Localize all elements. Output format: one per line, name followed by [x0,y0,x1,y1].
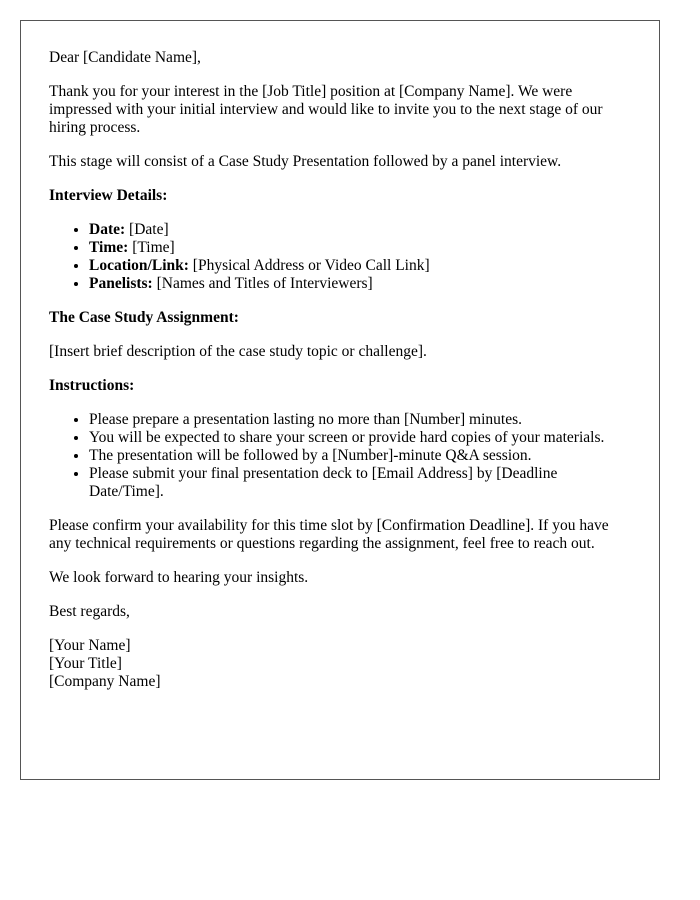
details-heading-text: Interview Details: [49,187,168,204]
instruction-item: • The presentation will be followed by a [Number]-minute Q&A session. [89,447,631,465]
instruction-item: • Please submit your final presentation deck to [Email Address] by [Deadline Date/Time]. [89,465,631,501]
intro-paragraph: Thank you for your interest in the [Job Title] position at [Company Name]. We were impressed with your initial interview and would like to invite you to the next stage of our hiring process. [49,83,603,136]
detail-label: Time: [89,239,129,256]
instructions-list [49,411,631,501]
stage-paragraph: This stage will consist of a Case Study Presentation followed by a panel interview. [49,153,562,170]
instruction-item: • Please prepare a presentation lasting no more than [Number] minutes. [89,411,631,429]
case-heading [49,309,631,327]
signature-name: [Your Name] [49,637,131,654]
salutation: Dear [Candidate Name], [49,49,201,66]
detail-item-location [89,257,631,275]
signature-company: [Company Name] [49,673,161,690]
detail-value: [Physical Address or Video Call Link] [188,257,430,274]
detail-value: [Date] [125,221,169,238]
instructions-heading-text: Instructions: [49,377,135,394]
detail-item-date [89,221,631,239]
sign-off: Best regards, [49,603,130,620]
details-heading [49,187,631,205]
instruction-item: • You will be expected to share your screen or provide hard copies of your materials. [89,429,631,447]
letter-page [20,20,660,780]
details-list [49,221,631,293]
detail-value: [Time] [128,239,175,256]
detail-item-time [89,239,631,257]
case-description: [Insert brief description of the case study topic or challenge]. [49,343,427,360]
instructions-heading [49,377,631,395]
confirm-paragraph: Please confirm your availability for this time slot by [Confirmation Deadline]. If you have any technical requirements or questions regarding the assignment, feel free to reach out. [49,517,609,552]
detail-value: [Names and Titles of Interviewers] [152,275,373,292]
signature-title: [Your Title] [49,655,122,672]
closing-line: We look forward to hearing your insights. [49,569,309,586]
detail-label: Panelists: [89,275,153,292]
detail-item-panelists [89,275,631,293]
detail-label: Location/Link: [89,257,189,274]
case-heading-text: The Case Study Assignment: [49,309,239,326]
signature-block [49,637,631,691]
detail-label: Date: [89,221,126,238]
